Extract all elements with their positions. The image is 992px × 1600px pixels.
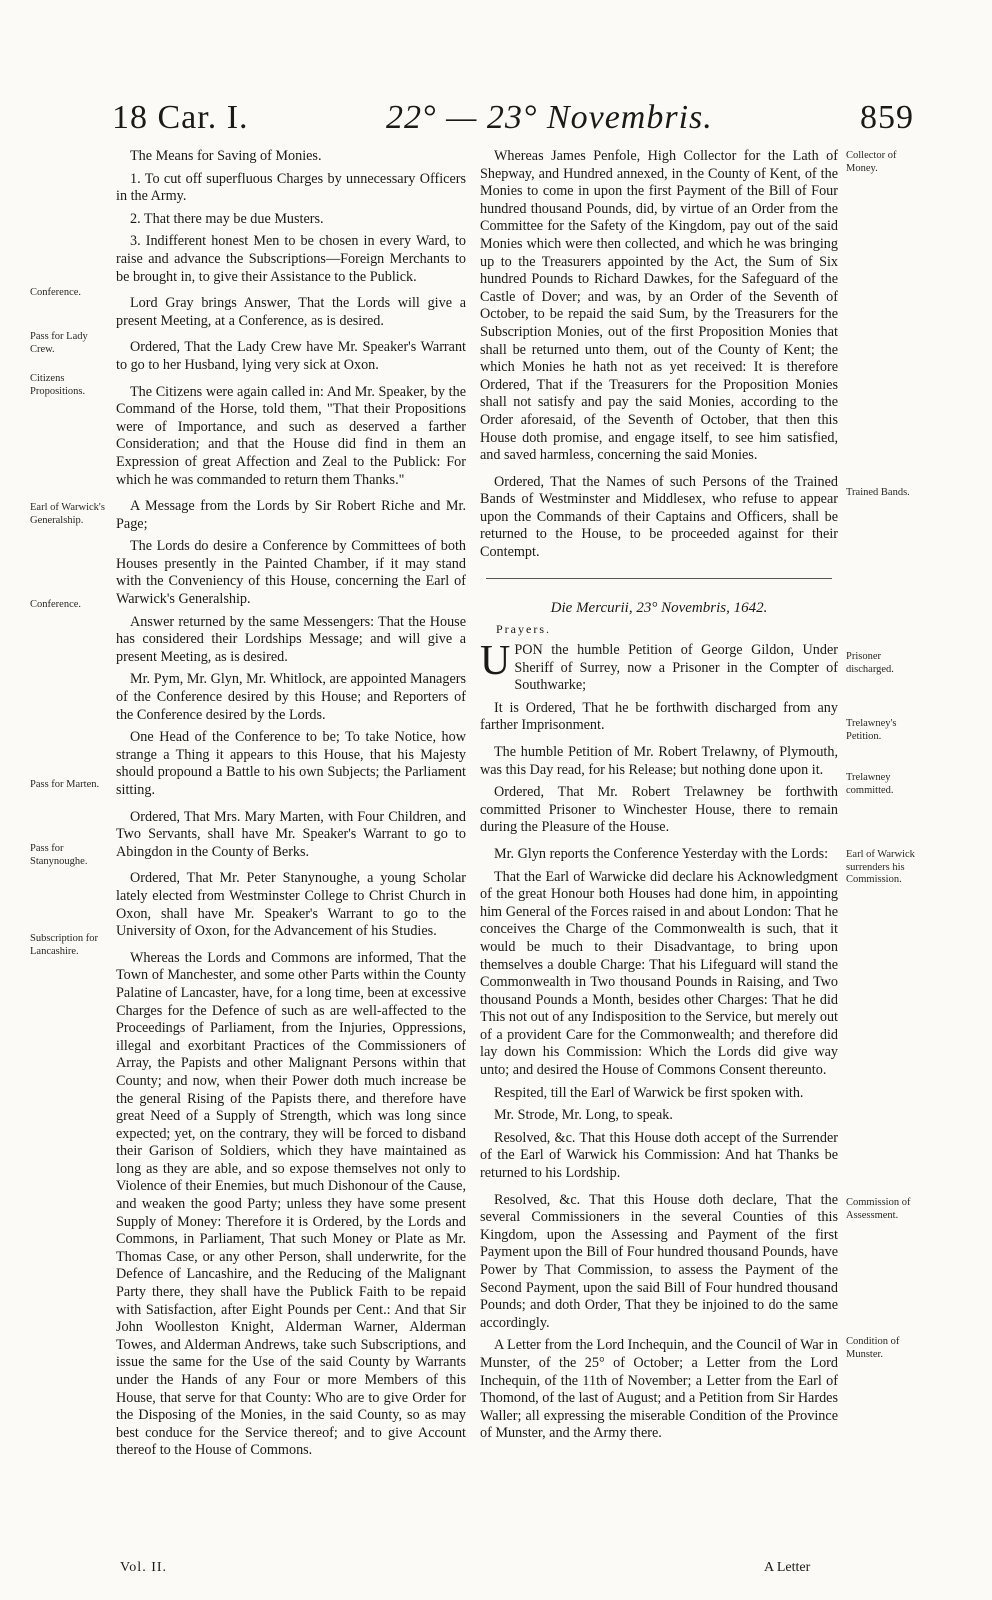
paragraph: 3. Indifferent honest Men to be chosen in every Ward, to raise and advance the Subscriptions—Foreign Merchants to be brought in, to give their Assistance to the Publick. <box>116 233 466 285</box>
paragraph: It is Ordered, That he be forthwith discharged from any farther Imprisonment. <box>480 699 838 734</box>
prayers-heading: Prayers. <box>496 622 551 636</box>
margin-note-right: Collector of Money. <box>846 150 897 174</box>
paragraph: The humble Petition of Mr. Robert Trelawny, of Plymouth, was this Day read, for his Release; but nothing done upon it. <box>480 743 838 778</box>
paragraph: A Message from the Lords by Sir Robert Riche and Mr. Page; <box>116 498 466 532</box>
margin-note-left: Pass for Lady Crew. <box>30 331 88 355</box>
page-number: 859 <box>860 99 914 136</box>
paragraph: Ordered, That Mrs. Mary Marten, with Four Children, and Two Servants, shall have Mr. Speaker's Warrant to go to Abingdon in the County of Berks. <box>116 808 466 860</box>
paragraph: One Head of the Conference to be; To take Notice, how strange a Thing it appears to this House, that his Majesty should propound a Battle to his own Subjects; the Parliament sitting. <box>116 729 466 798</box>
volume-signature: Vol. II. <box>120 1560 168 1575</box>
margin-note-left: Conference. <box>30 287 82 298</box>
paragraph: The Lords do desire a Conference by Committees of both Houses presently in the Painted Chamber, if it may stand with the Conveniency of this House, concerning the Earl of Warwick's Generalship. <box>116 538 466 608</box>
paragraph: A Letter from the Lord Inchequin, and the Council of War in Munster, of the 25° of October; a Letter from the Lord Inchequin, of the 11th of November; a Letter from the Earl of Thomond, of the last of August; and a Petition from Sir Hardes Waller; all expressing the miserable Condition of the Province of Munster, and the Army there. <box>480 1337 838 1442</box>
paragraph: Resolved, &c. That this House doth accept of the Surrender of the Earl of Warwick his Commission: And hat Thanks be returned to his Lordship. <box>480 1129 838 1182</box>
margin-note-left: Citizens Propositions. <box>30 373 86 397</box>
margin-note-right: Trelawney's Petition. <box>846 718 897 742</box>
paragraph: Respited, till the Earl of Warwick be first spoken with. <box>494 1084 804 1101</box>
right-column-top <box>480 148 838 567</box>
margin-note-right: Earl of Warwick surrenders his Commission. <box>846 849 915 885</box>
paragraph: That the Earl of Warwicke did declare his Acknowledgment of the great Honour both Houses had done him, in appointing him General of the Forces raised in and about London: That he conceives the Charge of the Commonwealth is such, that it would be much to their Disadvantage, to bring upon themselves a double Charge: That his Lifeguard will stand the Commonwealth in Two thousand Pounds in Raising, and Two thousand Pounds a Month, besides other Charges: That he did This not out of any Indisposition to the Service, but merely out of a provident Care for the Commonwealth; and therefore did lay down his Commission: Which the Lords did give way unto; and desired the House of Commons Consent thereunto. <box>480 868 838 1079</box>
margin-note-left: Pass for Stanynoughe. <box>30 843 88 867</box>
paragraph: Mr. Pym, Mr. Glyn, Mr. Whitlock, are appointed Managers of the Conference desired by this House; and Reporters of the Conference desired by the Lords. <box>116 671 466 723</box>
paragraph: Answer returned by the same Messengers: That the House has considered their Lordships Message; and will give a present Meeting, as is desired. <box>116 613 466 665</box>
paragraph-with-dropcap <box>480 638 838 695</box>
paragraph: Lord Gray brings Answer, That the Lords will give a present Meeting, at a Conference, as is desired. <box>116 295 466 329</box>
paragraph: Resolved, &c. That this House doth declare, That the several Commissioners in the several Counties of this Kingdom, upon the Assessing and Payment of the first Payment upon the Bill of Four hundred thousand Pounds, have Power by That Commission, to assess the Payment of the Second Payment, upon the said Bill of Four hundred thousand Pounds; and doth Order, That they be injoined to do the same accordingly. <box>480 1191 838 1331</box>
margin-note-right: Condition of Munster. <box>846 1336 900 1360</box>
paragraph: Whereas James Penfole, High Collector for the Lath of Shepway, and Hundred annexed, in the County of Kent, of the Monies to come in upon the first Payment of the Bill of Four hundred thousand Pounds, did, by virtue of an Order from the Committee for the Safety of the Kingdom, pay out of the said Monies which were then collected, and which he was bringing up to the Treasurers appointed by the Act, the Sum of Six hundred Pounds to Richard Dawkes, for the Safeguard of the Castle of Dover; and was, by an Order of the Seventh of October, to be repaid the said Sum, by the Treasurers for the Subscription Monies, out of the first Proposition Monies that shall be returned unto them, out of the County of Kent; the which Monies he hath not as yet received: It is therefore Ordered, That if the Treasurers for the Proposition Monies shall not satisfy and pay the said Monies, according to the Order aforesaid, of the Seventh of October, that then this House doth promise, and engage itself, to see him satisfied, and saved harmless, concerning the said Monies. <box>480 148 838 464</box>
paragraph: Mr. Glyn reports the Conference Yesterday with the Lords: <box>494 845 829 862</box>
margin-note-right: Commission of Assessment. <box>846 1197 911 1221</box>
paragraph: Ordered, That the Lady Crew have Mr. Speaker's Warrant to go to her Husband, lying very sick at Oxon. <box>116 339 466 373</box>
paragraph-text: PON the humble Petition of George Gildon, Under Sheriff of Surrey, now a Prisoner in the Compter of Southwarke; <box>514 642 838 694</box>
section-divider <box>486 578 832 579</box>
day-heading: Die Mercurii, 23° Novembris, 1642. <box>550 600 768 616</box>
running-head-dates: 22° — 23° Novembris. <box>386 99 713 136</box>
paragraph: The Citizens were again called in: And Mr. Speaker, by the Command of the Horse, told them, "That their Propositions were of Importance, and such as deserved a farther Consideration; and that the House did find in them an Expression of great Affection and Zeal to the Publick: For which he was commanded to return them Thanks." <box>116 383 466 488</box>
paragraph: Ordered, That the Names of such Persons of the Trained Bands of Westminster and Middlesex, who refuse to appear upon the Commands of their Captains and Officers, shall be returned to the House, to be proceeded against for their Contempt. <box>480 473 838 561</box>
right-column-bottom <box>480 638 838 1448</box>
paragraph: 2. That there may be due Musters. <box>130 210 324 227</box>
margin-note-left: Conference. <box>30 599 82 610</box>
margin-note-right: Prisoner discharged. <box>846 651 894 675</box>
paragraph: Whereas the Lords and Commons are informed, That the Town of Manchester, and some other Parts within the County Palatine of Lancaster, have, for a long time, been at excessive Charges for the Defence of such as are well-affected to the Proceedings of Parliament, from the Injuries, Oppressions, illegal and exorbitant Practices of the Commissioners of Array, the Papists and other Malignant Persons within that County; and now, when their Power doth much increase be the general Rising of the Papists there, and therefore have great Need of a Supply of Strength, which was long since expected; yet, on the contrary, they will be forced to disband their Garison of Soldiers, which they have maintained as long as they are able, and so expose themselves not only to Violence of their Enemies, but much Dishonour of the Cause, and weaken the good Party; unless they have some present Supply of Money: Therefore it is Ordered, by the Lords and Commons, in Parliament, That such Money or Plate as Mr. Thomas Case, or any other Person, shall underwrite, for the Defence of Lancashire, and the Reducing of the Malignant Party there, they shall have the Publick Faith to be repaid with Satisfaction, after Eight Pounds per Cent.: And that Sir John Woolleston Knight, Alderman Warner, Alderman Towes, and Alderman Andrews, take such Subscriptions, and issue the same for the Use of the said County by Warrants under the Hands of any Four or more Members of this House, that serve for that County: Who are to give Order for the Disposing of the Monies, in the said County, so as may best conduce for the Service thereof; and to give Account thereof to the House of Commons. <box>116 949 466 1459</box>
drop-cap: U <box>480 638 511 684</box>
margin-note-left: Earl of Warwick's Generalship. <box>30 502 105 526</box>
catchword: A Letter <box>764 1560 811 1575</box>
margin-note-left: Subscription for Lancashire. <box>30 933 98 957</box>
paragraph: The Means for Saving of Monies. <box>130 148 322 164</box>
paragraph: Mr. Strode, Mr. Long, to speak. <box>494 1107 673 1124</box>
margin-note-left: Pass for Marten. <box>30 779 100 790</box>
paragraph: 1. To cut off superfluous Charges by unnecessary Officers in the Army. <box>116 170 466 205</box>
margin-note-right: Trelawney committed. <box>846 772 894 796</box>
paragraph: Ordered, That Mr. Robert Trelawney be forthwith committed Prisoner to Winchester House, there to remain during the Pleasure of the House. <box>480 784 838 836</box>
running-head-regnal-year: 18 Car. I. <box>112 99 249 136</box>
margin-note-right: Trained Bands. <box>846 487 910 498</box>
paragraph: Ordered, That Mr. Peter Stanynoughe, a young Scholar lately elected from Westminster College to Christ Church in Oxon, shall have Mr. Speaker's Warrant to go to the University of Oxon, for the Advancement of his Studies. <box>116 870 466 940</box>
left-column <box>116 148 466 1465</box>
